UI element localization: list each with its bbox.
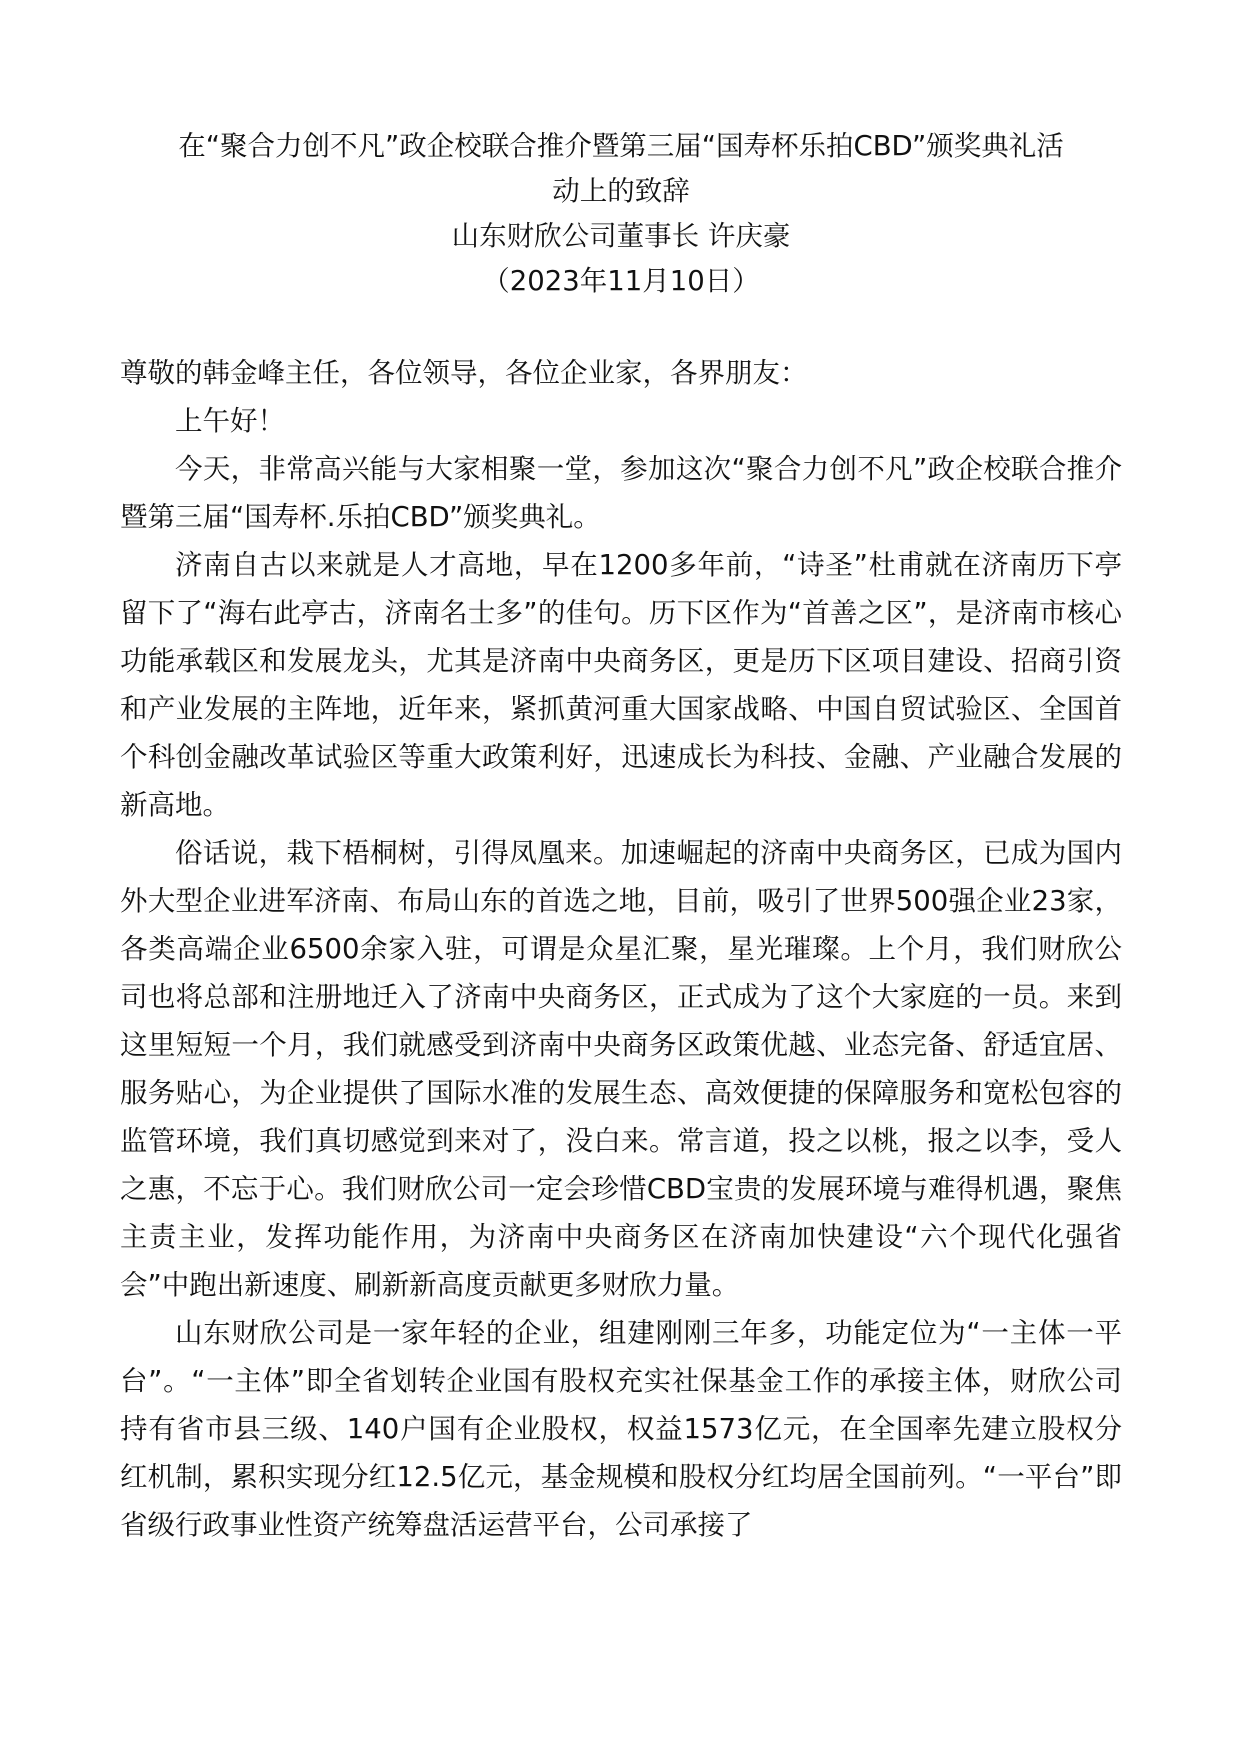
document-body xyxy=(120,349,1122,1549)
document-page xyxy=(120,0,1122,1549)
paragraph-cbd: 俗话说，栽下梧桐树，引得凤凰来。加速崛起的济南中央商务区，已成为国内外大型企业进军济南、布局山东的首选之地，目前，吸引了世界500强企业23家，各类高端企业6500余家入驻，可谓是众星汇聚，星光璀璨。上个月，我们财欣公司也将总部和注册地迁入了济南中央商务区，正式成为了这个大家庭的一员。来到这里短短一个月，我们就感受到济南中央商务区政策优越、业态完备、舒适宜居、服务贴心，为企业提供了国际水准的发展生态、高效便捷的保障服务和宽松包容的监管环境，我们真切感觉到来对了，没白来。常言道，投之以桃，报之以李，受人之惠，不忘于心。我们财欣公司一定会珍惜CBD宝贵的发展环境与难得机遇，聚焦主责主业，发挥功能作用，为济南中央商务区在济南加快建设“六个现代化强省会”中跑出新速度、刷新新高度贡献更多财欣力量。 xyxy=(120,837,1122,1301)
document-title-line-1: 在“聚合力创不凡”政企校联合推介暨第三届“国寿杯乐拍CBD”颁奖典礼活 xyxy=(178,130,1064,162)
document-date: （2023年11月10日） xyxy=(482,265,760,297)
salutation: 尊敬的韩金峰主任，各位领导，各位企业家，各界朋友： xyxy=(120,357,808,389)
paragraph-greeting: 上午好！ xyxy=(175,405,285,437)
paragraph-jinan-history: 济南自古以来就是人才高地，早在1200多年前，“诗圣”杜甫就在济南历下亭留下了“海右此亭古，济南名士多”的佳句。历下区作为“首善之区”，是济南市核心功能承载区和发展龙头，尤其是济南中央商务区，更是历下区项目建设、招商引资和产业发展的主阵地，近年来，紧抓黄河重大国家战略、中国自贸试验区、全国首个科创金融改革试验区等重大政策利好，迅速成长为科技、金融、产业融合发展的新高地。 xyxy=(120,549,1122,821)
document-header xyxy=(120,124,1122,304)
paragraph-company-intro: 山东财欣公司是一家年轻的企业，组建刚刚三年多，功能定位为“一主体一平台”。“一主体”即全省划转企业国有股权充实社保基金工作的承接主体，财欣公司持有省市县三级、140户国有企业股权，权益1573亿元，在全国率先建立股权分红机制，累积实现分红12.5亿元，基金规模和股权分红均居全国前列。“一平台”即省级行政事业性资产统筹盘活运营平台，公司承接了 xyxy=(120,1317,1122,1541)
document-author: 山东财欣公司董事长 许庆豪 xyxy=(451,220,791,252)
paragraph-opening: 今天，非常高兴能与大家相聚一堂，参加这次“聚合力创不凡”政企校联合推介暨第三届“国寿杯.乐拍CBD”颁奖典礼。 xyxy=(120,453,1122,533)
document-title-line-2: 动上的致辞 xyxy=(552,175,690,207)
